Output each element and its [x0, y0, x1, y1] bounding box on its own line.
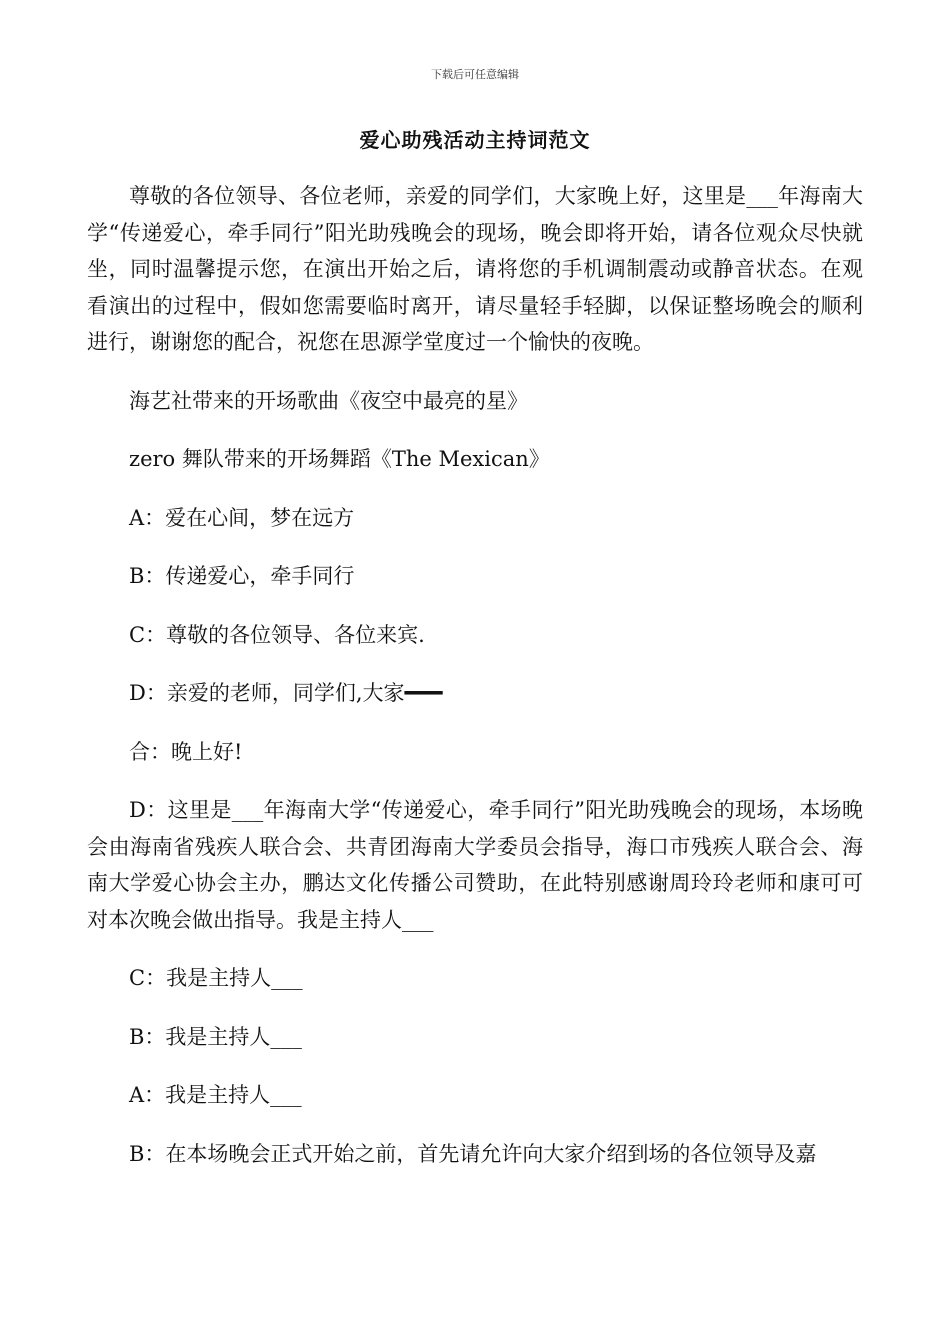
paragraph-host-c-name: C：我是主持人___	[129, 966, 303, 990]
paragraph-dance: zero 舞队带来的开场舞蹈《The Mexican》	[129, 447, 550, 471]
document-body	[87, 178, 863, 1172]
paragraph-song: 海艺社带来的开场歌曲《夜空中最亮的星》	[129, 388, 528, 413]
paragraph-host-d: D：亲爱的老师，同学们,大家━━━	[129, 681, 443, 705]
paragraph-opening: 尊敬的各位领导、各位老师，亲爱的同学们，大家晚上好，这里是___年海南大学“传递爱心，牵手同行”阳光助残晚会的现场，晚会即将开始，请各位观众尽快就坐，同时温馨提示您，在演出开始之后，请将您的手机调制震动或静音状态。在观看演出的过程中，假如您需要临时离开，请尽量轻手轻脚，以保证整场晚会的顺利进行，谢谢您的配合，祝您在思源学堂度过一个愉快的夜晚。	[87, 184, 863, 354]
paragraph-host-c: C：尊敬的各位领导、各位来宾.	[129, 622, 425, 647]
paragraph-together: 合：晚上好!	[129, 739, 243, 764]
paragraph-host-a: A：爱在心间，梦在远方	[129, 505, 355, 530]
paragraph-host-a-name: A：我是主持人___	[129, 1083, 302, 1107]
page-header: 下载后可任意编辑	[431, 68, 519, 81]
document-title: 爱心助残活动主持词范文	[359, 128, 591, 152]
paragraph-introduction: D：这里是___年海南大学“传递爱心，牵手同行”阳光助残晚会的现场，本场晚会由海南省残疾人联合会、共青团海南大学委员会指导，海口市残疾人联合会、海南大学爱心协会主办，鹏达文化传播公司赞助，在此特别感谢周玲玲老师和康可可对本次晚会做出指导。我是主持人___	[87, 798, 863, 932]
paragraph-host-b-name: B：我是主持人___	[129, 1024, 302, 1049]
paragraph-host-b: B：传递爱心，牵手同行	[129, 564, 355, 588]
paragraph-guests: B：在本场晚会正式开始之前，首先请允许向大家介绍到场的各位领导及嘉	[129, 1141, 817, 1166]
